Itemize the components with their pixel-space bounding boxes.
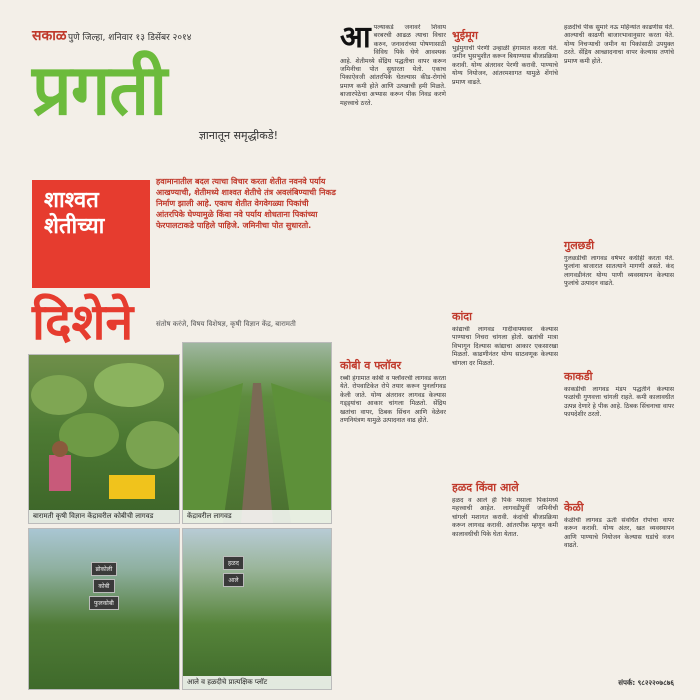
dateline: पुणे जिल्हा, शनिवार १३ डिसेंबर २०१४ (68, 33, 192, 43)
column3-text-a: हळदीचे पीक सुमारे नऊ महिन्यांत काढणीस येते. आल्याची काढणी बाजारभावानुसार करता येते. योग्य निचऱ्याची जमीन या पिकांसाठी उपयुक्त ठरते. सेंद्रिय आच्छादनाचा वापर केल्यास तणांचे प्रमाण कमी होते. (564, 24, 674, 65)
heading-groundnut: भुईमूग (452, 29, 478, 42)
article-column-3 (564, 24, 674, 688)
column2-text-a: भुईमुगाची पेरणी उन्हाळी हंगामात करता येते. जमीन भुसभुशीत करून बियाण्यास बीजप्रक्रिया करावी. योग्य अंतरावर पेरणी करावी. पाण्याचे योग्य नियोजन, आंतरमशागत यामुळे शेंगांचे प्रमाण वाढते. (452, 45, 558, 86)
article-body (340, 24, 674, 688)
headline-box (32, 180, 150, 288)
photo-caption-4: आले व हळदीचे प्रात्यक्षिक प्लॉट (183, 676, 331, 689)
photo-cabbage-field (28, 354, 180, 524)
heading-cucumber: काकडी (564, 370, 593, 383)
heading-cabbage-cauliflower: कोबी व फ्लॉवर (340, 359, 402, 372)
article-column-2 (452, 24, 558, 688)
column3-text-b: गुलछडीची लागवड वर्षभर कधीही करता येते. फुलांना बाजारात सातत्याने मागणी असते. कंद लागवडीनंतर योग्य पाणी व्यवस्थापन केल्यास फुलांचे उत्पादन वाढते. (564, 255, 674, 288)
signboard-group-2 (223, 553, 244, 587)
column3-text-c: काकडीची लागवड मंडप पद्धतीने केल्यास फळांची गुणवत्ता चांगली राहते. कमी कालावधीत उत्पन्न देणारे हे पीक आहे. ठिबक सिंचनाचा वापर फायदेशीर ठरतो. (564, 386, 674, 419)
article-column-1 (340, 24, 446, 688)
tagline: ज्ञानातून समृद्धीकडे! (198, 129, 278, 142)
byline: संतोष करंजे, विषय विशेषज्ञ, कृषी विज्ञान केंद्र, बारामती (156, 320, 296, 328)
heading-banana: केळी (564, 501, 584, 514)
photo-caption-1: बारामती कृषी विज्ञान केंद्रावरील कोबीची लागवड (29, 510, 179, 523)
column1-text-a: पल्याकडे जनावरे शिवाय बरबरची आढळ त्याचा विचार करुन, जनावरांच्या पोषणासाठी विविध पिके घेणे आवश्यक आहे. शेतीमध्ये सेंद्रिय पद्धतीचा वापर करून जमिनीचा पोत सुधारता येतो. एकाच पिकाऐवजी आंतरपिके घेतल्यास कीड-रोगांचे प्रमाण कमी होते आणि उत्पन्नाची हमी मिळते. बाजारपेठेचा अभ्यास करून पीक निवड करणे महत्त्वाचे ठरते. (340, 24, 446, 107)
photo-caption-2: केंद्रावरील लागवड (183, 510, 331, 523)
sign-broccoli: ब्रोकोली (91, 562, 118, 576)
column2-text-c: हळद व आले ही पिके मसाला पिकांमध्ये महत्त्वाची आहेत. लागवडीपूर्वी जमिनीची चांगली मशागत करावी. कंदांची बीजप्रक्रिया करून लागवड करावी. आंतरपीक म्हणून कमी कालावधीची पिके घेता येतात. (452, 497, 558, 538)
section-title: प्रगती (32, 49, 167, 131)
sign-cabbage: कोबी (93, 579, 114, 593)
column3-text-d: केळीची लागवड ऊती संवर्धित रोपांचा वापर करून करावी. योग्य अंतर, खत व्यवस्थापन आणि पाण्याचे नियोजन केल्यास घडांचे वजन वाढते. (564, 517, 674, 550)
intro-text: हवामानातील बदल त्याचा विचार करता शेतीत नवनवे पर्याय आखण्याची, शेतीमध्ये शाश्वत शेतीचे तंत्र अवलंबिण्याची निकड निर्माण झाली आहे. एकाच शेतीत वेगवेगळ्या पिकांची आंतरपिके घेण्यामुळे किंवा नवे पर्याय शोधताना पिकांच्या फेरपालटाकडे पाहिले पाहिजे. जमिनीचा पोत सुधारतो. (156, 177, 336, 230)
farm-worker-illustration (29, 355, 179, 523)
signboard-group-1 (89, 559, 119, 610)
left-column (24, 24, 334, 688)
photo-vegetable-signs (28, 528, 180, 690)
field-rows-illustration (183, 343, 331, 523)
heading-tuberose: गुलछडी (564, 239, 595, 252)
paper-name: सकाळ (32, 28, 67, 44)
photo-plantation-rows (182, 342, 332, 524)
headline-line2: दिशेने (32, 293, 134, 351)
sign-turmeric: हळद (223, 556, 244, 570)
contact-footer: संपर्क: ९८२२२०७८७६ (618, 679, 674, 687)
sign-cauliflower: फुलकोबी (89, 596, 119, 610)
heading-turmeric-ginger: हळद किंवा आले (452, 481, 519, 494)
drop-cap: आ (340, 24, 371, 55)
heading-onion: कांदा (452, 310, 472, 323)
sign-ginger: आले (223, 573, 243, 587)
headline-line1: शाश्वत शेतीच्या (44, 188, 105, 239)
photo-turmeric-ginger (182, 528, 332, 690)
column2-text-b: कांद्याची लागवड गादीवाफ्यावर केल्यास पाण्याचा निचरा चांगला होतो. खतांची मात्रा विभागून दिल्यास कांद्याचा आकार एकसारखा मिळतो. काढणीनंतर योग्य साठवणूक केल्यास चांगला दर मिळतो. (452, 326, 558, 367)
column1-text-b: रब्बी हंगामात कोबी व फ्लॉवरची लागवड करता येते. रोपवाटिकेत रोपे तयार करून पुनर्लागवड केली जाते. योग्य अंतरावर लागवड केल्यास गड्ड्यांचा आकार चांगला मिळतो. सेंद्रिय खतांचा वापर, ठिबक सिंचन आणि वेळेवर तणनियंत्रण यामुळे उत्पादनात वाढ होते. (340, 375, 446, 425)
